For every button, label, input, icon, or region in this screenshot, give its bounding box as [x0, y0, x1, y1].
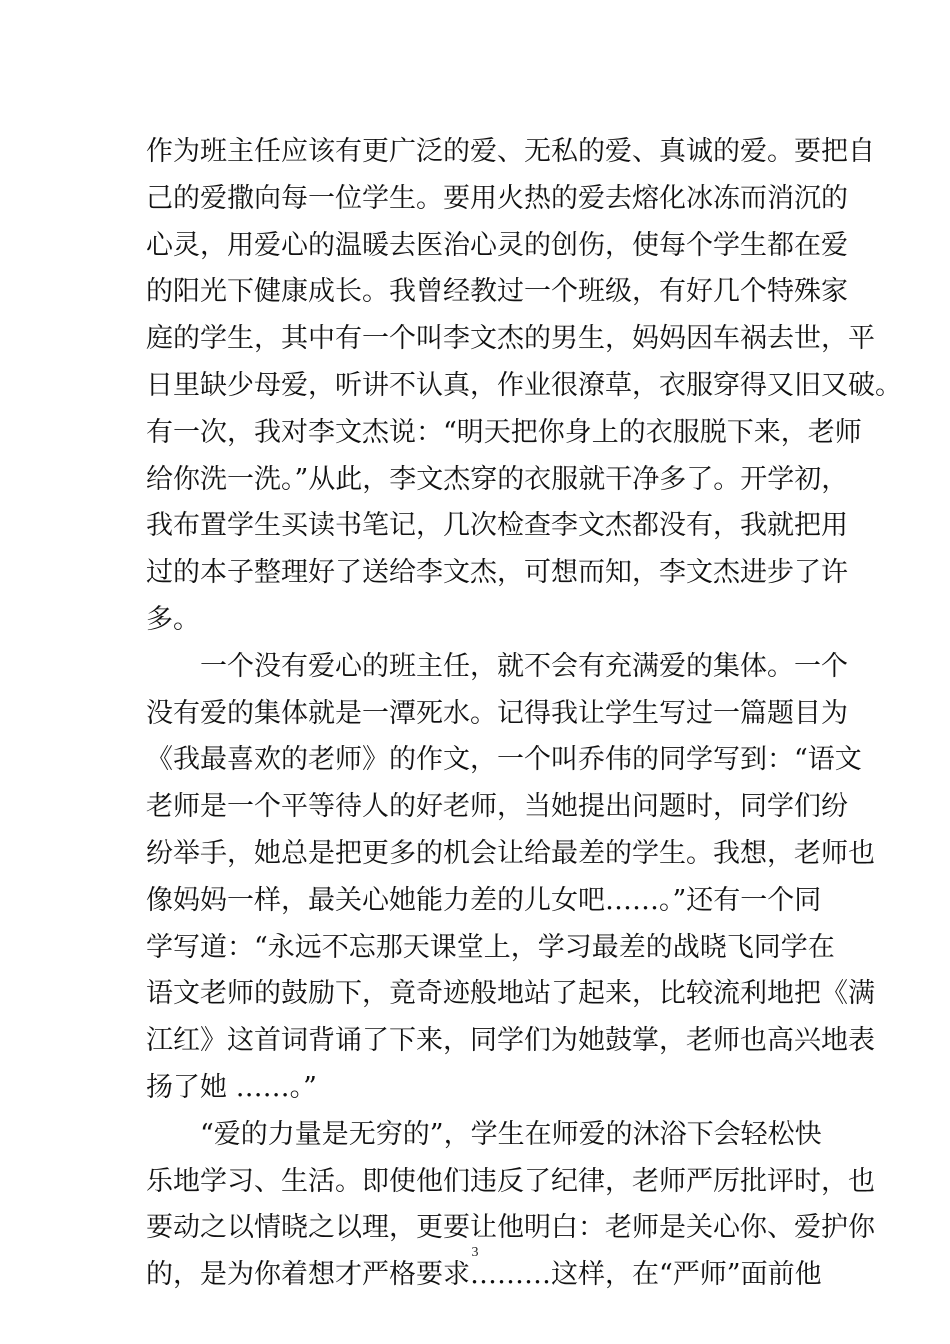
page-number: 3: [471, 1245, 479, 1260]
text-line: 己的爱撒向每一位学生。要用火热的爱去熔化冰冻而消沉的: [146, 182, 848, 214]
text-line: 日里缺少母爱，听讲不认真，作业很潦草，衣服穿得又旧又破。: [146, 369, 902, 401]
text-line: 学写道：“永远不忘那天课堂上，学习最差的战晓飞同学在: [146, 931, 835, 963]
text-line: 语文老师的鼓励下，竟奇迹般地站了起来，比较流利地把《满: [146, 978, 875, 1010]
text-line: 多。: [146, 603, 200, 635]
text-line: 像妈妈一样，最关心她能力差的儿女吧……。”还有一个同: [146, 884, 822, 916]
text-line: 老师是一个平等待人的好老师，当她提出问题时，同学们纷: [146, 791, 848, 823]
text-line: 乐地学习、生活。即使他们违反了纪律，老师严厉批评时，也: [146, 1165, 875, 1197]
text-line: 扬了她 ……。”: [146, 1071, 317, 1103]
text-line: 有一次，我对李文杰说：“明天把你身上的衣服脱下来，老师: [146, 416, 862, 448]
text-line: 庭的学生，其中有一个叫李文杰的男生，妈妈因车祸去世，平: [146, 323, 875, 355]
text-line: 过的本子整理好了送给李文杰，可想而知，李文杰进步了许: [146, 557, 848, 589]
text-line: 给你洗一洗。”从此，李文杰穿的衣服就干净多了。开学初，: [146, 463, 849, 495]
text-line: 江红》这首词背诵了下来，同学们为她鼓掌，老师也高兴地表: [146, 1025, 875, 1057]
text-line: 《我最喜欢的老师》的作文，一个叫乔伟的同学写到：“语文: [146, 744, 862, 776]
body-text: [146, 129, 902, 1299]
text-line: 要动之以情晓之以理，更要让他明白：老师是关心你、爱护你: [146, 1212, 875, 1244]
text-line: 作为班主任应该有更广泛的爱、无私的爱、真诚的爱。要把自: [146, 136, 875, 167]
text-line: 的，是为你着想才严格要求………这样，在“严师”面前他: [146, 1259, 822, 1291]
paragraph-start-line: “爱的力量是无穷的”，学生在师爱的沐浴下会轻松快: [200, 1118, 822, 1150]
text-line: 没有爱的集体就是一潭死水。记得我让学生写过一篇题目为: [146, 697, 848, 729]
paragraph-start-line: 一个没有爱心的班主任，就不会有充满爱的集体。一个: [200, 650, 848, 682]
text-line: 纷举手，她总是把更多的机会让给最差的学生。我想，老师也: [146, 837, 875, 869]
text-line: 我布置学生买读书笔记，几次检查李文杰都没有，我就把用: [146, 510, 848, 542]
text-line: 心灵，用爱心的温暖去医治心灵的创伤，使每个学生都在爱: [146, 229, 848, 261]
text-line: 的阳光下健康成长。我曾经教过一个班级，有好几个特殊家: [146, 276, 848, 308]
